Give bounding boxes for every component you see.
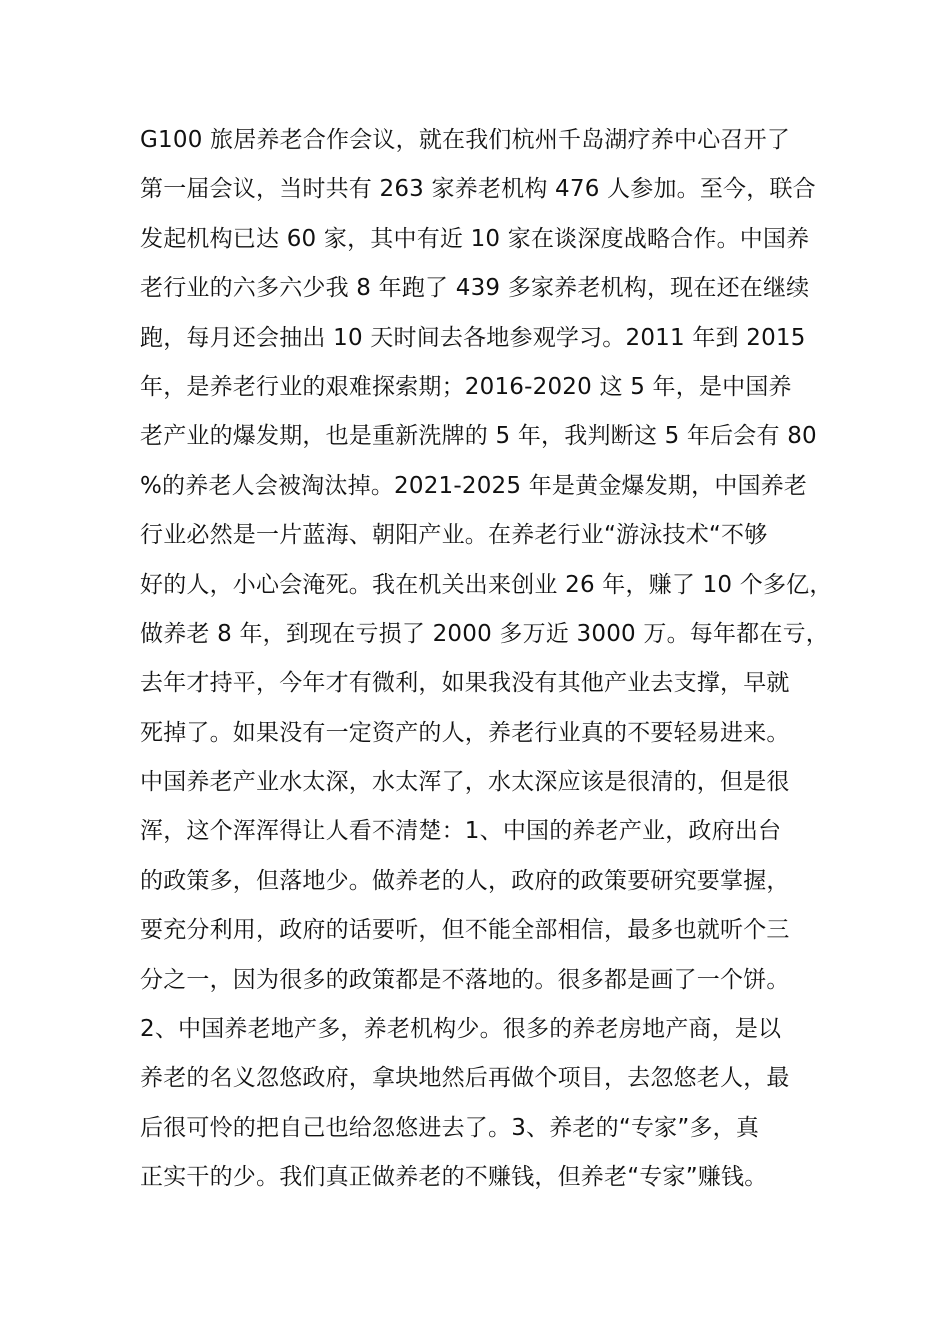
text-line: 去年才持平，今年才有微利，如果我没有其他产业去支撑，早就 [140,670,790,697]
text-line: 死掉了。如果没有一定资产的人，养老行业真的不要轻易进来。 [140,719,790,746]
text-line: 行业必然是一片蓝海、朝阳产业。在养老行业“游泳技术“不够 [140,522,768,549]
text-line: 第一届会议，当时共有 263 家养老机构 476 人参加。至今，联合 [140,176,816,203]
text-line: 分之一，因为很多的政策都是不落地的。很多都是画了一个饼。 [140,966,790,993]
text-line: 年，是养老行业的艰难探索期；2016-2020 这 5 年，是中国养 [140,373,792,400]
text-line: 中国养老产业水太深，水太浑了，水太深应该是很清的，但是很 [140,769,790,796]
body-paragraph [140,116,833,1203]
text-line: 的政策多，但落地少。做养老的人，政府的政策要研究要掌握， [140,867,790,894]
text-line: 老行业的六多六少我 8 年跑了 439 多家养老机构，现在还在继续 [140,275,810,302]
text-line: 要充分利用，政府的话要听，但不能全部相信，最多也就听个三 [140,917,790,944]
text-line: 跑，每月还会抽出 10 天时间去各地参观学习。2011 年到 2015 [140,324,806,351]
text-line: 做养老 8 年，到现在亏损了 2000 多万近 3000 万。每年都在亏， [140,620,829,647]
text-line: 后很可怜的把自己也给忽悠进去了。3、养老的“专家”多，真 [140,1114,760,1141]
text-line: 养老的名义忽悠政府，拿块地然后再做个项目，去忽悠老人，最 [140,1065,790,1092]
text-line: 好的人，小心会淹死。我在机关出来创业 26 年，赚了 10 个多亿， [140,571,833,598]
text-line: 老产业的爆发期，也是重新洗牌的 5 年，我判断这 5 年后会有 80 [140,423,817,450]
text-line: 浑，这个浑浑得让人看不清楚：1、中国的养老产业，政府出台 [140,818,782,845]
text-line: %的养老人会被淘汰掉。2021-2025 年是黄金爆发期，中国养老 [140,472,808,499]
text-line: G100 旅居养老合作会议，就在我们杭州千岛湖疗养中心召开了 [140,127,791,153]
text-line: 正实干的少。我们真正做养老的不赚钱，但养老“专家”赚钱。 [140,1164,768,1191]
text-line: 发起机构已达 60 家，其中有近 10 家在谈深度战略合作。中国养 [140,225,810,252]
text-line: 2、中国养老地产多，养老机构少。很多的养老房地产商，是以 [140,1016,782,1043]
